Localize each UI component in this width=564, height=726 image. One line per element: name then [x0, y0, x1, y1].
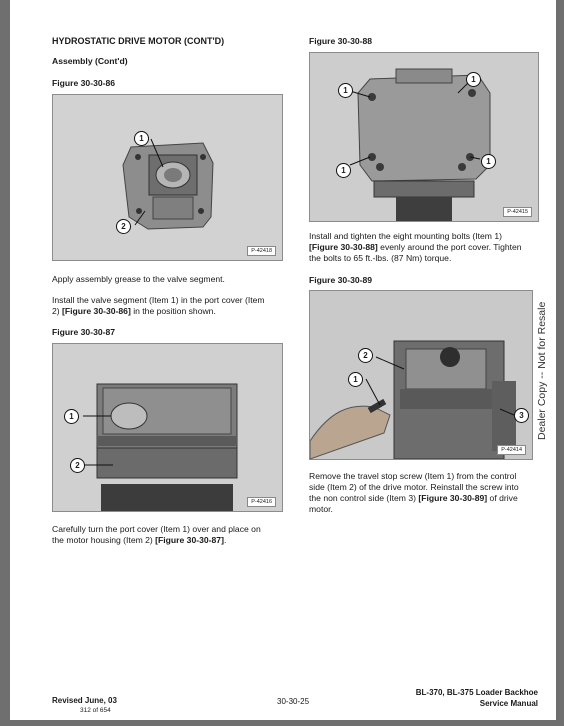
figure-86-photo — [52, 94, 283, 261]
paragraph-turn-cover-line1: Carefully turn the port cover (Item 1) over and place on — [52, 524, 261, 534]
paragraph-bolts-line1: Install and tighten the eight mounting bolts (Item 1) — [309, 231, 502, 241]
paragraph-screw-line4: motor. — [309, 504, 333, 514]
figure-ref-86: [Figure 30-30-86] — [62, 306, 131, 316]
dealer-copy-watermark: Dealer Copy -- Not for Resale — [536, 301, 548, 440]
callout-1: 1 — [466, 72, 481, 87]
paragraph-bolts-line3: the bolts to 65 ft.-lbs. (87 Nm) torque. — [309, 253, 452, 263]
figure-86-title: Figure 30-30-86 — [52, 78, 116, 88]
figure-89-photo — [309, 290, 533, 460]
callout-1: 1 — [134, 131, 149, 146]
paragraph-turn-cover-line2: the motor housing (Item 2) [Figure 30-30-87]. — [52, 535, 227, 545]
figure-87-photo — [52, 343, 283, 512]
figure-ref-88: [Figure 30-30-88] — [309, 242, 378, 252]
paragraph-screw-line1: Remove the travel stop screw (Item 1) from the control — [309, 471, 517, 481]
callout-3: 3 — [514, 408, 529, 423]
travel-stop-screw-illustration — [310, 291, 532, 459]
figure-87-title: Figure 30-30-87 — [52, 327, 116, 337]
footer-revised-date: Revised June, 03 — [52, 696, 117, 705]
page-right-edge — [556, 0, 564, 726]
page-bottom-edge — [0, 720, 564, 726]
figure-87-code: P-42416 — [247, 497, 276, 507]
paragraph-valve-line1: Install the valve segment (Item 1) in the port cover (Item — [52, 295, 265, 305]
footer-manual-title: Service Manual — [479, 699, 538, 708]
figure-88-code: P-42415 — [503, 207, 532, 217]
callout-1: 1 — [64, 409, 79, 424]
motor-housing-illustration — [53, 344, 282, 511]
figure-89-code: P-42414 — [497, 445, 526, 455]
callout-1: 1 — [348, 372, 363, 387]
callout-1: 1 — [336, 163, 351, 178]
callout-2: 2 — [358, 348, 373, 363]
footer-page-count: 312 of 654 — [80, 707, 111, 714]
section-title: HYDROSTATIC DRIVE MOTOR (CONT'D) — [52, 36, 225, 46]
figure-ref-89: [Figure 30-30-89] — [418, 493, 488, 503]
paragraph-screw-line3: the non control side (Item 3) [Figure 30-30-89] of drive — [309, 493, 518, 503]
paragraph-valve-line2: 2) [Figure 30-30-86] in the position shown. — [52, 306, 216, 316]
figure-89-title: Figure 30-30-89 — [309, 275, 373, 285]
figure-88-photo — [309, 52, 539, 222]
callout-2: 2 — [70, 458, 85, 473]
subsection-title: Assembly (Cont'd) — [52, 56, 128, 66]
mounting-bolts-illustration — [310, 53, 538, 221]
port-cover-illustration — [53, 95, 282, 260]
footer-model: BL-370, BL-375 Loader Backhoe — [415, 688, 538, 697]
page-left-edge — [0, 0, 10, 726]
callout-2: 2 — [116, 219, 131, 234]
footer-page-number: 30-30-25 — [277, 697, 310, 706]
callout-1: 1 — [481, 154, 496, 169]
paragraph-screw-line2: side (Item 2) of the drive motor. Reinstall the screw into — [309, 482, 519, 492]
figure-88-title: Figure 30-30-88 — [309, 36, 373, 46]
paragraph-grease: Apply assembly grease to the valve segment. — [52, 274, 225, 284]
figure-86-code: P-42418 — [247, 246, 276, 256]
paragraph-bolts-line2: [Figure 30-30-88] evenly around the port cover. Tighten — [309, 242, 522, 252]
figure-ref-87: [Figure 30-30-87] — [155, 535, 224, 545]
callout-1: 1 — [338, 83, 353, 98]
